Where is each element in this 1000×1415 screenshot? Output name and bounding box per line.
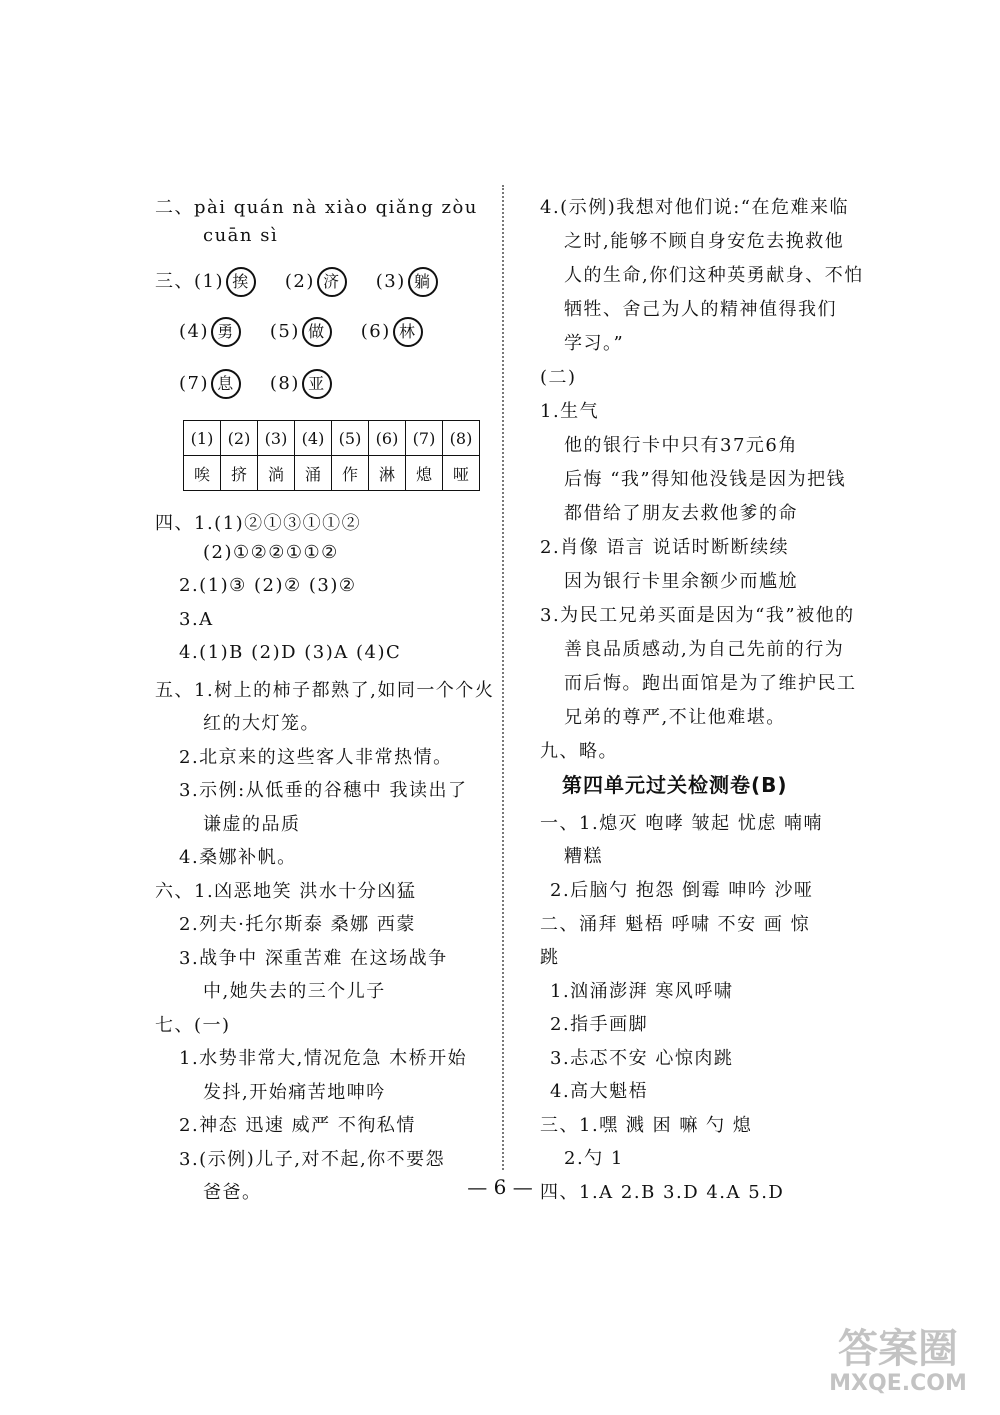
answer-line: 中,她失去的三个儿子 — [203, 981, 386, 1002]
answer-line: 4.(1)B (2)D (3)A (4)C — [179, 642, 402, 663]
section-2-line-1: 二、pài quán nà xiào qiǎng zòu — [155, 197, 478, 218]
watermark-logo: 答案圈 MXQE.COM — [829, 1326, 967, 1396]
answer-line: 兄弟的尊严,不让他难堪。 — [564, 707, 786, 728]
answer-line: 善良品质感动,为自己先前的行为 — [564, 639, 845, 660]
answer-line: 四、1.(1)②①③①①② — [155, 513, 362, 534]
circled-char: 挨 — [226, 267, 256, 297]
circled-char: 济 — [317, 267, 347, 297]
answer-line: 后悔 “我”得知他没钱是因为把钱 — [564, 469, 847, 490]
answer-line: 九、略。 — [540, 741, 618, 762]
section-heading: 第四单元过关检测卷(B) — [562, 773, 788, 797]
circled-char: 躺 — [408, 267, 438, 297]
answer-line: 3.为民工兄弟买面是因为“我”被他的 — [540, 605, 855, 626]
answer-line: 2.北京来的这些客人非常热情。 — [179, 747, 453, 768]
answer-line: 2.后脑勺 抱怨 倒霉 呻吟 沙哑 — [550, 880, 814, 901]
answer-line: 爸爸。 — [203, 1182, 262, 1203]
answer-line: 3.A — [179, 609, 214, 630]
answer-line: 2.列夫·托尔斯泰 桑娜 西蒙 — [179, 914, 416, 935]
circled-char: 林 — [393, 317, 423, 347]
answer-line: 3.忐忑不安 心惊肉跳 — [550, 1048, 734, 1069]
answer-line: 3.(示例)儿子,对不起,你不要怨 — [179, 1149, 446, 1170]
answer-line: 1.生气 — [540, 401, 600, 422]
answer-line: (二) — [540, 367, 577, 388]
answer-line: 4.(示例)我想对他们说:“在危难来临 — [540, 197, 849, 218]
answer-line: 牺牲、舍己为人的精神值得我们 — [564, 299, 837, 320]
answer-line: 六、1.凶恶地笑 洪水十分凶猛 — [155, 881, 417, 902]
answer-line: 一、1.熄灭 咆哮 皱起 忧虑 喃喃 — [540, 813, 824, 834]
section-3-row-1: 三、(1) 挨 (2) 济 (3) 躺 — [155, 267, 438, 297]
section-2-line-2: cuān sì — [203, 225, 279, 246]
circled-char: 亚 — [302, 369, 332, 399]
answer-line: 因为银行卡里余额少而尴尬 — [564, 571, 798, 592]
answer-line: 4.桑娜补帆。 — [179, 847, 297, 868]
answer-line: 2.(1)③ (2)② (3)② — [179, 575, 357, 596]
answer-line: 1.汹涌澎湃 寒风呼啸 — [550, 981, 734, 1002]
answer-line: 2.神态 迅速 威严 不徇私情 — [179, 1115, 416, 1136]
page-number: — 6 — — [467, 1175, 533, 1199]
answer-line: 跳 — [540, 947, 560, 968]
answer-line: 三、1.嘿 溅 困 嘛 勺 熄 — [540, 1115, 753, 1136]
answer-line: 二、涌拜 魁梧 呼啸 不安 画 惊 — [540, 914, 811, 935]
answer-line: 学习。” — [564, 333, 625, 354]
answer-line: 而后悔。跑出面馆是为了维护民工 — [564, 673, 857, 694]
answer-line: 3.示例:从低垂的谷穗中 我读出了 — [179, 780, 468, 801]
answer-line: 七、(一) — [155, 1015, 231, 1036]
table-row: (1) (2) (3) (4) (5) (6) (7) (8) — [184, 421, 480, 456]
section-3-row-2: (4) 勇 (5) 做 (6) 林 — [155, 317, 423, 347]
circled-char: 做 — [302, 317, 332, 347]
section-3-row-3: (7) 息 (8) 亚 — [155, 369, 332, 399]
table-row: 唉 挤 淌 涌 作 淋 熄 哑 — [184, 456, 480, 491]
answer-line: 发抖,开始痛苦地呻吟 — [203, 1082, 386, 1103]
answer-table — [183, 420, 480, 491]
answer-line: 谦虚的品质 — [203, 814, 301, 835]
column-divider — [502, 185, 504, 1170]
answer-line: 之时,能够不顾自身安危去挽救他 — [564, 231, 845, 252]
answer-line: 人的生命,你们这种英勇献身、不怕 — [564, 265, 864, 286]
answer-line: 1.水势非常大,情况危急 木桥开始 — [179, 1048, 468, 1069]
answer-line: 4.高大魁梧 — [550, 1081, 649, 1102]
answer-line: 他的银行卡中只有37元6角 — [564, 435, 798, 456]
answer-line: 五、1.树上的柿子都熟了,如同一个个火 — [155, 680, 495, 701]
answer-line: 糟糕 — [564, 846, 603, 867]
answer-line: 3.战争中 深重苦难 在这场战争 — [179, 948, 448, 969]
answer-line: (2)①②②①①② — [203, 542, 339, 563]
answer-line: 四、1.A 2.B 3.D 4.A 5.D — [540, 1182, 785, 1203]
circled-char: 息 — [211, 369, 241, 399]
answer-line: 2.指手画脚 — [550, 1014, 649, 1035]
answer-line: 都借给了朋友去救他爹的命 — [564, 503, 798, 524]
circled-char: 勇 — [211, 317, 241, 347]
answer-line: 2.肖像 语言 说话时断断续续 — [540, 537, 790, 558]
answer-line: 红的大灯笼。 — [203, 713, 320, 734]
answer-line: 2.勺 1 — [564, 1148, 624, 1169]
